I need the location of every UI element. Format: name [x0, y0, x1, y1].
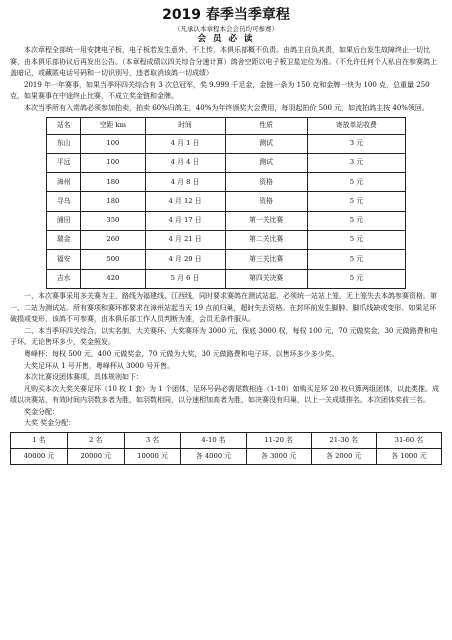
table-cell: 420 — [81, 269, 145, 288]
table-cell: 漳州 — [47, 173, 81, 192]
table-cell: 100 — [81, 134, 145, 153]
prize-value-row — [11, 449, 442, 465]
table-row — [47, 269, 406, 288]
table-cell: 4 月 21 日 — [145, 231, 225, 250]
paragraph-grand-prize-distribution: 大奖 奖金分配： — [24, 419, 76, 428]
table-header-row — [47, 117, 406, 134]
table-cell: 5 元 — [307, 231, 405, 250]
table-cell: 5 元 — [307, 250, 405, 269]
table-cell: 4 月 1 日 — [145, 134, 225, 153]
prize-header-row — [11, 433, 442, 449]
table-cell: 3 元 — [307, 153, 405, 172]
table-cell: 260 — [81, 231, 145, 250]
prize-amount-cell: 40000 元 — [11, 449, 68, 465]
table-row — [47, 134, 406, 153]
table-cell: 180 — [81, 192, 145, 211]
table-row — [47, 250, 406, 269]
header-cell: 时间 — [145, 117, 225, 134]
header-cell: 空距 km — [81, 117, 145, 134]
paragraph-rule-two: 二、本当季环四关综合，以实名制，大关赛环、大奖赛环为 3000 元，保底 3000 权，每权 100 元，70 元做奖金，30 元做路费和电子环。无论售环多少，奖金照发。 — [10, 326, 438, 347]
header-cell: 寄放单站收费 — [307, 117, 405, 134]
table-cell: 4 月 4 日 — [145, 153, 225, 172]
prize-rank-cell: 4-10 名 — [181, 433, 246, 449]
paragraph-yuefeng-cup: 粤峰杯：每权 500 元，400 元做奖金，70 元做为大奖，30 元做路费和电子环。以售环多少多少奖。 — [24, 349, 339, 358]
table-cell: 5 元 — [307, 173, 405, 192]
table-row — [47, 231, 406, 250]
prize-rank-cell: 1 名 — [11, 433, 68, 449]
table-row — [47, 173, 406, 192]
table-cell: 180 — [81, 173, 145, 192]
prize-amount-cell: 10000 元 — [124, 449, 181, 465]
paragraph-auction: 本次当季所有入赏鸽必须参加拍卖，拍卖 60%归鸽主，40%为年终颁奖大会费用，每羽起拍价 500 元，如流拍鸽主按 40%领回。 — [24, 103, 429, 112]
table-cell: 东山 — [47, 134, 81, 153]
table-row — [47, 153, 406, 172]
prize-rank-cell: 31-60 名 — [376, 433, 441, 449]
table-cell: 350 — [81, 211, 145, 230]
table-cell: 5 元 — [307, 192, 405, 211]
table-cell: 500 — [81, 250, 145, 269]
prize-amount-cell: 各 3000 元 — [246, 449, 311, 465]
table-cell: 5 元 — [307, 211, 405, 230]
table-cell: 资格 — [225, 173, 307, 192]
paragraph-ring-sale: 大奖足环从 1 号开售，粤峰杯从 3000 号开售。 — [24, 361, 175, 370]
prize-rank-cell: 21-30 名 — [311, 433, 376, 449]
prize-amount-cell: 20000 元 — [67, 449, 124, 465]
table-cell: 4 月 8 日 — [145, 173, 225, 192]
table-cell: 吉水 — [47, 269, 81, 288]
paragraph-prize-distribution: 奖金分配： — [24, 407, 59, 416]
table-cell: 寻乌 — [47, 192, 81, 211]
prize-rank-cell: 2 名 — [67, 433, 124, 449]
prize-amount-cell: 各 4000 元 — [181, 449, 246, 465]
table-cell: 浦田 — [47, 211, 81, 230]
prize-rank-cell: 3 名 — [124, 433, 181, 449]
paragraph-gold-prize: 2019 年一年赛事，如果当季环四关综合有 3 次总冠军，奖 9.999 千足金，金链一条为 150 克和金牌一块为 100 克，总重量 250 克，如果赛事在中途终止比赛，不成立奖金链和金牌。 — [10, 80, 430, 101]
table-cell: 100 — [81, 153, 145, 172]
header-cell: 性质 — [225, 117, 307, 134]
table-cell: 4 月 29 日 — [145, 250, 225, 269]
table-cell: 4 月 12 日 — [145, 192, 225, 211]
table-row — [47, 192, 406, 211]
table-cell: 5 月 6 日 — [145, 269, 225, 288]
table-cell: 第二关比赛 — [225, 231, 307, 250]
table-cell: 测试 — [225, 153, 307, 172]
table-cell: 福安 — [47, 250, 81, 269]
table-cell: 3 元 — [307, 134, 405, 153]
document-title: 2019 春季当季章程 — [162, 7, 290, 23]
station-schedule-table — [46, 117, 406, 289]
table-cell: 5 元 — [307, 269, 405, 288]
prize-rank-cell: 11-20 名 — [246, 433, 311, 449]
header-cell: 站名 — [47, 117, 81, 134]
paragraph-team-event-intro: 本次比赛设团体赛项，具体规则如下： — [24, 373, 143, 382]
paragraph-team-event-rules: 凡购买本次大奖关赛足环（10 枚 1 套）为 1 个团体，足环号码必需尾数相连（1-10）如购买足环 20 枚只算两组团体，以此类推。成绩以决赛站，有效时间内羽数多者为胜，如羽数相同，以分速相加高者为胜，如决赛没有归巢，以上一关成绩排名。本次团体奖前三名。 — [10, 384, 440, 405]
notice-heading: 会 员 必 读 — [197, 34, 255, 44]
paragraph-electronic-board: 本次章程全部统一用安捷电子板，电子板若发生意外，不上传，本俱乐部概不负责。由鸽主自负其责，如果后台发生故障终止一切比赛，由本俱乐部协议后再发出公告。（本章程成绩以四关综合分速计算）鸽舍空距以电子板卫星定位为准。（不允许任何个人私自在参赛鸽上盖暗记，或藏匿电话号码和一切识别号，违者取消该鸽一切成绩） — [10, 46, 437, 78]
table-cell: 第一关比赛 — [225, 211, 307, 230]
table-cell: 瑞金 — [47, 231, 81, 250]
prize-amount-cell: 各 2000 元 — [311, 449, 376, 465]
paragraph-rule-one: 一、本次赛事采用多关赛为主，路线为福建线、江西线，同时要求赛鸽在测试站起、必须统一站站上笼，无上笼失去本鸽参赛资格。第一、二站为测试站。所有赛项和赛环都要求在漳州站起当天 19 点前归巢，超时失去资格。在封环前发生脚肿、脚爪线缺或变形。如果足环破损或变形，该鸽不可参赛，由本俱乐部工作人员判断为准，会员无条件服从。 — [10, 291, 437, 324]
table-cell: 平远 — [47, 153, 81, 172]
table-cell: 资格 — [225, 192, 307, 211]
table-cell: 第三关比赛 — [225, 250, 307, 269]
prize-table — [10, 432, 442, 465]
document-subtitle: （凡承认本章程本会会员均可参赛） — [174, 25, 278, 33]
table-row — [47, 211, 406, 230]
table-cell: 测试 — [225, 134, 307, 153]
table-cell: 第四关决赛 — [225, 269, 307, 288]
prize-amount-cell: 各 1000 元 — [376, 449, 441, 465]
table-cell: 4 月 17 日 — [145, 211, 225, 230]
